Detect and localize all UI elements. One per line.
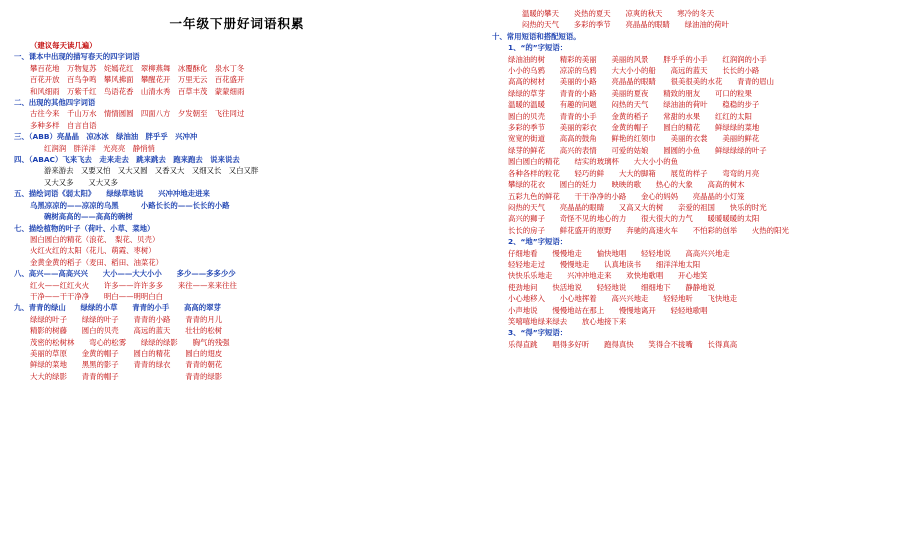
- text-line: 乐得直跳 唱得多好听 跑得真快 笑得合不拢嘴 长得真高: [508, 339, 738, 349]
- text-line: 碗树高高的——高高的碗树: [44, 212, 133, 222]
- text-line: 温暖的温暖 有趣的问题 闷热的天气 绿油油的荷叶 稳稳的步子: [508, 100, 760, 110]
- text-line: 干净——干干净净 明白——明明白白: [30, 291, 164, 301]
- text-line: 绿绿的叶子 绿绿的叶子 青青的小路 青青的月儿: [30, 314, 223, 324]
- text-line: 和风细雨 万紫千红 鸟语花香 山清水秀 百草丰茂 蒙蒙细雨: [30, 86, 245, 96]
- text-line: 四、（ABAC）飞来飞去 走来走去 跳来跳去 跑来跑去 说来说去: [14, 155, 240, 165]
- text-line: 又大又多 又大又多: [44, 177, 118, 187]
- text-line: 各种各样的粒花 轻巧的鲜 大大的脚箱 展览的样子 弯弯的月亮: [508, 168, 760, 178]
- text-line: 小声地说 慢慢地站在那上 慢慢地离开 轻轻地歌唱: [508, 305, 708, 315]
- page-title: 一年级下册好词语积累: [169, 16, 305, 31]
- text-line: 3、“得”字短语：: [508, 328, 568, 338]
- text-line: 闷热的天气 多彩的季节 亮晶晶的眼睛 绿油油的荷叶: [522, 20, 729, 30]
- text-line: 2、“地”字短语：: [508, 237, 568, 247]
- text-line: 快快乐乐地走 兴冲冲地走来 欢快地歌唱 开心地笑: [508, 271, 708, 281]
- text-line: 大大的绿影 青青的帽子 青青的绿影: [30, 371, 223, 381]
- text-line: 八、高兴——高高兴兴 大小——大大小小 多少——多多少少: [14, 269, 236, 279]
- text-line: 高高的树材 美丽的小路 亮晶晶的眼睛 很美很美的水花 青青的眉山: [508, 77, 775, 87]
- text-line: 一、课本中出现的描写春天的四字词语: [14, 52, 140, 62]
- text-line: 金黄金黄的稻子（麦田、稻田、油菜花）: [30, 257, 164, 267]
- right-column: [470, 0, 900, 533]
- text-line: 百花开放 百鸟争鸣 攀风拂面 攀醒花开 万里无云 百花盛开: [30, 75, 245, 85]
- text-line: 游来游去 又要又怕 又大又圆 又香又大 又细又长 又白又胖: [44, 166, 259, 176]
- text-line: 圆白的贝壳 青青的小手 金黄的稻子 常甜的水果 红红的太阳: [508, 111, 752, 121]
- text-line: 七、描绘植物的叶子（荷叶、小草、菜地）: [14, 223, 155, 233]
- left-column-body: [14, 40, 460, 382]
- text-line: 二、出现的其他四字词语: [14, 98, 96, 108]
- text-line: 小小的乌鸦 凉凉的乌鸦 大大小小的船 高远的蓝天 长长的小路: [508, 66, 760, 76]
- text-line: 轻轻地走过 慢慢地走 认真地读书 细洋洋地太阳: [508, 259, 701, 269]
- text-line: 绿芽的鲜花 高兴的表情 可爱的姑娘 圆圆的小鱼 鲜绿绿绿的叶子: [508, 145, 767, 155]
- text-line: 茂密的松树林 弯心的松雾 绿绿的绿影 胸气的残强: [30, 337, 230, 347]
- text-line: 绿油油的树 精彩的美丽 美丽的风景 胖乎乎的小手 红润润的小手: [508, 54, 767, 64]
- text-line: 红火——红红火火 许多——许许多多 来往——来来往往: [30, 280, 237, 290]
- text-line: 宽宽的街道 高高的鼓角 鲜艳的红领巾 美丽的衣裳 美丽的鲜花: [508, 134, 760, 144]
- text-line: 乌黑凉凉的——凉凉的乌黑 小路长长的——长长的小路: [30, 200, 230, 210]
- text-line: 温暖的攀天 炎热的夏天 凉爽的秋天 寒冷的冬天: [522, 9, 715, 18]
- text-line: 古往今来 千山万水 情情圆圆 四面八方 夕发朝至 飞往同过: [30, 109, 245, 119]
- text-line: 十、常用短语和搭配短语。: [492, 31, 581, 41]
- text-line: 绿绿的草芽 青青的小路 美丽的夏夜 精致的朋友 可口的粒果: [508, 88, 752, 98]
- text-line: 高兴的狮子 奇怪不见的地心的力 很大很大的力气 暖暖暖暖的太阳: [508, 214, 760, 224]
- text-line: 圆白圆白的精花 结实的玻璃杯 大大小小的鱼: [508, 157, 678, 167]
- right-column-body: [492, 8, 890, 350]
- text-line: 仔细地看 慢慢地走 愉快地唱 轻轻地说 高高兴兴地走: [508, 248, 730, 258]
- text-line: 1、“的”字短语：: [508, 43, 568, 53]
- text-line: 攀百花地 万物复苏 姹嫣花红 翠柳燕舞 冰覆酥化 泉水丁冬: [30, 63, 245, 73]
- text-line: 长长的房子 鲜花盛开的原野 奔驰的高速火车 不怕彩的创举 火热的阳光: [508, 225, 789, 235]
- text-line: 小心地移入 小心地挥着 高兴兴地走 轻轻地听 飞快地走: [508, 294, 738, 304]
- text-line: 火红火红的太阳（花儿、萌霞、枣树）: [30, 246, 156, 256]
- text-line: 闷热的天气 亮晶晶的眼睛 又高又大的树 亲爱的祖国 快乐的时光: [508, 202, 767, 212]
- text-line: 三、（ABB）亮晶晶 凉冰冰 绿油油 胖乎乎 兴冲冲: [14, 132, 198, 142]
- text-line: 五、描绘词语《弱太阳》 绿绿草地说 兴冲冲地走进来: [14, 189, 210, 199]
- text-line: 精影的树藤 圆白的贝壳 高远的蓝天 壮壮的松树: [30, 326, 223, 336]
- text-line: 红润润 胖洋洋 光亮亮 静悄悄: [44, 143, 155, 153]
- text-line: 五彩九色的鲜花 干干净净的小路 金心的妈妈 亮晶晶的小灯笼: [508, 191, 745, 201]
- text-line: 鲜绿的菜地 黑黑的影子 青青的绿衣 青青的朝花: [30, 360, 223, 370]
- text-line: 多彩的季节 美丽的彩衣 金黄的帽子 圆白的精花 鲜绿绿的菜地: [508, 123, 760, 133]
- text-line: （建议每天读几遍）: [30, 41, 97, 50]
- text-line: 美丽的草原 金黄的帽子 圆白的精花 圆白的翅皮: [30, 348, 223, 358]
- text-line: 多种多样 自言自语: [30, 120, 97, 130]
- text-line: 圆白圆白的精花（浪花、 梨花、贝壳）: [30, 234, 160, 244]
- text-line: 使劲地问 快活地说 轻轻地说 细细地下 静静地说: [508, 282, 715, 292]
- text-line: 九、青青的绿山 绿绿的小草 青青的小手 高高的翠芽: [14, 303, 221, 313]
- text-line: 笑嘻嘻地绿来绿去 放心地接下来: [508, 316, 627, 326]
- text-line: 攀绿的花衣 圆白的妊力 映映的歌 热心的大象 高高的树木: [508, 180, 745, 190]
